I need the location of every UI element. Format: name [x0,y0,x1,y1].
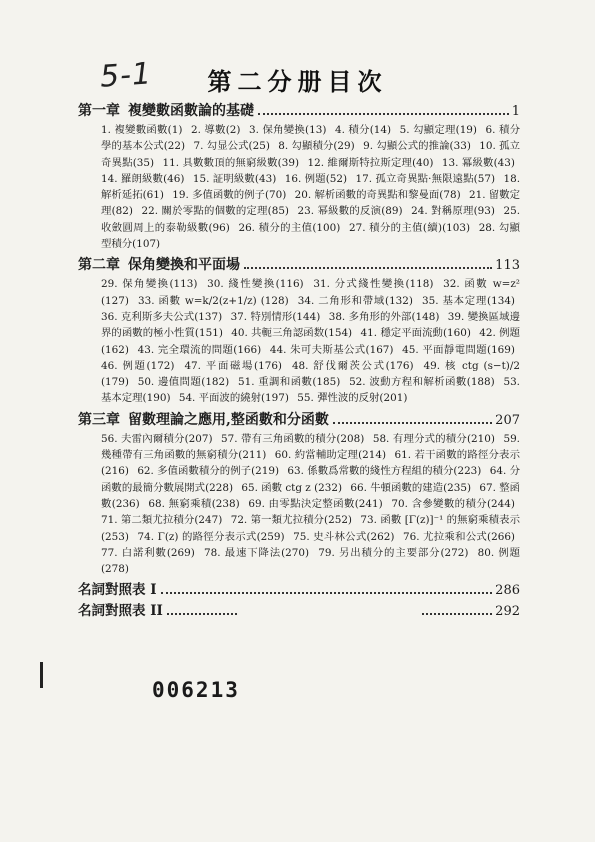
toc-entry: 14. 羅朗級數(46) [101,172,185,185]
toc-entry: 27. 積分的主值(續)(103) [348,221,471,234]
toc-entry: 69. 由零點決定整函數(241) [248,497,383,510]
dot-leader [244,267,492,269]
toc-entry: 43. 完全環流的問題(166) [137,343,262,356]
toc-entry: 19. 多值函數的例子(70) [172,189,287,202]
chapter-number: 第二章 [78,257,120,274]
chapter-title: 留數理論之應用,整函數和分函數 [128,411,329,428]
toc-entry: 55. 彈性波的反射(201) [297,392,408,405]
toc-entry: 5. 勾顯定理(19) [399,124,477,136]
section-list [78,122,520,252]
dot-leader [161,592,493,594]
toc-entry: 13. 冪級數(43) [441,156,515,169]
toc-entry: 78. 最速下降法(270) [203,546,310,559]
index-page: 292 [495,604,520,620]
toc-entry: 39. 變換區域邊界的函數的極小性質(151) [101,310,520,340]
chapter-page: 113 [495,258,520,274]
toc-entry: 70. 含參變數的積分(244) [391,497,515,510]
page-title: 第二分册目次 [207,67,388,96]
toc-entry: 44. 朱可夫斯基公式(167) [269,343,394,356]
toc-entry: 77. 白諾利數(269) [101,546,195,559]
handwritten-number: 5-1 [98,56,154,95]
toc-entry: 62. 多值函數積分的例子(219) [137,465,280,478]
index-2 [78,602,520,621]
toc-entry: 33. 函數 w=k/2(z+1/z) (128) [138,294,289,307]
toc-entry: 16. 例題(52) [284,172,348,185]
toc-entry: 45. 平面靜電問題(169) [402,343,515,356]
toc-entry: 75. 史斗林公式(262) [293,530,395,543]
toc-entry: 41. 穩定平面流動(160) [360,327,471,340]
toc-entry: 24. 對稱原理(93) [411,205,495,218]
toc-entry: 52. 波動方程和解析函數(188) [349,376,495,389]
toc-entry: 35. 基本定理(134) [422,294,515,307]
toc-entry: 20. 解析函數的奇異點和黎曼面(78) [294,189,461,202]
toc-entry: 72. 第一類尤拉積分(252) [230,514,352,527]
toc-entry: 2. 導數(2) [190,124,241,136]
chapter-number: 第一章 [78,103,120,119]
chapter-page: 1 [511,104,520,119]
toc-entry: 8. 勾顯積分(29) [278,140,355,153]
toc-entry: 32. 函數 w=z² (127) [101,278,520,307]
toc-entry: 3. 保角變換(13) [249,124,327,136]
toc-entry: 36. 克利斯多夫公式(137) [101,310,223,323]
index-label: 名詞對照表 I [78,582,157,599]
toc-entry: 51. 重調和函數(185) [237,376,341,389]
index-page: 286 [495,583,520,599]
toc-entry: 10. 孤立奇異點(35) [101,140,521,169]
toc-entry: 63. 係數爲常數的綫性方程組的積分(223) [287,465,482,478]
toc-entry: 74. Γ(z) 的路徑分表示式(259) [137,530,285,543]
chapter-title: 保角變換和平面場 [128,257,240,274]
toc-entry: 40. 共軛三角認函数(154) [231,327,353,340]
toc-entry: 76. 尤拉乘和公式(266) [403,530,515,543]
toc-entry: 22. 關於零點的個數的定理(85) [141,205,289,218]
toc-entry: 68. 無窮乘積(238) [148,497,240,510]
dot-leader [333,422,492,424]
toc-entry: 17. 孤立奇異點·無限遠點(57) [355,172,496,185]
toc-entry: 23. 幂級數的反演(89) [297,205,403,218]
toc-entry: 54. 平面波的繞射(197) [178,392,289,405]
toc-entry: 61. 若干函數的路徑分表示(216) [101,449,520,478]
toc-entry: 57. 帶有三角函數的積分(208) [221,432,365,445]
toc-entry: 37. 特別情形(144) [230,310,321,323]
chapter-number: 第三章 [78,411,120,428]
toc-entry: 48. 舒伐爾茨公式(176) [291,359,414,372]
toc-entry: 66. 牛頓函數的建造(235) [350,481,472,494]
toc-entry: 67. 整函數(236) [101,481,520,510]
dot-leader [422,613,492,615]
toc-entry: 25. 收斂圓周上的泰勒級數(96) [101,205,520,234]
toc-entry: 64. 分函數的最簡分數展開式(228) [101,465,520,494]
toc-entry: 49. 核 ctg (s−t)/2 (179) [101,359,520,389]
toc-entry: 12. 維爾斯特拉斯定理(40) [307,156,434,169]
toc-entry: 21. 留數定理(82) [101,189,521,218]
toc-entry: 56. 夫雷內爾積分(207) [101,432,213,445]
chapter-heading [78,411,520,430]
toc-entry: 53. 基本定理(190) [101,376,520,405]
toc-entry: 28. 勾顯型積分(107) [101,221,521,251]
margin-mark [40,662,43,688]
toc-entry: 71. 第二類尤拉積分(247) [101,514,223,527]
toc-entry: 29. 保角變換(113) [101,278,198,291]
toc-entry: 65. 函數 ctg z (232) [241,481,343,494]
toc-entry: 47. 平面磁場(176) [184,359,282,372]
toc-entry: 6. 積分學的基本公式(22) [101,124,521,153]
dot-leader [258,113,509,115]
toc-entry: 7. 勾显公式(25) [193,140,270,153]
section-list [78,276,520,406]
toc-entry: 38. 多角形的外部(148) [328,310,440,323]
chapter-3 [78,411,520,578]
toc-entry: 42. 例題(162) [101,327,520,356]
chapter-heading [78,102,520,121]
dot-leader [167,613,237,615]
toc-entry: 1. 複變數函數(1) [101,124,183,136]
toc-entry: 50. 邊值問題(182) [137,376,230,389]
chapter-2 [78,256,520,406]
catalog-stamp: 006213 [152,678,240,702]
toc-entry: 30. 綫性變換(116) [207,278,304,291]
chapter-heading [78,256,520,275]
index-1 [78,581,520,600]
chapter-1 [78,102,520,252]
chapter-title: 複變數函數論的基礎 [128,103,254,119]
toc-entry: 4. 積分(14) [334,124,392,136]
toc-entry: 60. 約當輔助定理(214) [274,449,387,462]
section-list [78,431,520,578]
toc-entry: 80. 例題(278) [101,546,520,576]
toc-entry: 9. 勾顯公式的推論(33) [363,140,471,153]
toc-entry: 73. 函數 [Γ(z)]⁻¹ 的無窮乘積表示(253) [101,514,520,543]
toc-entry: 58. 有理分式的積分(210) [372,432,495,445]
toc-entry: 34. 二角形和帶域(132) [297,294,413,307]
toc-entry: 15. 証明級數(43) [192,172,277,185]
toc-entry: 31. 分式綫性變換(118) [313,278,434,291]
index-label: 名詞對照表 II [78,603,163,620]
toc-entry: 46. 例題(172) [101,359,175,372]
table-of-contents [78,102,520,621]
toc-entry: 79. 另出積分的主要部分(272) [318,546,469,559]
chapter-page: 207 [495,412,520,428]
toc-entry: 18. 解析延拓(61) [101,172,520,202]
toc-entry: 59. 幾種帶有三角函數的無窮積分(211) [101,432,520,462]
toc-entry: 26. 積分的主值(100) [238,221,341,234]
toc-entry: 11. 具數數頂的無窮級數(39) [162,156,300,169]
